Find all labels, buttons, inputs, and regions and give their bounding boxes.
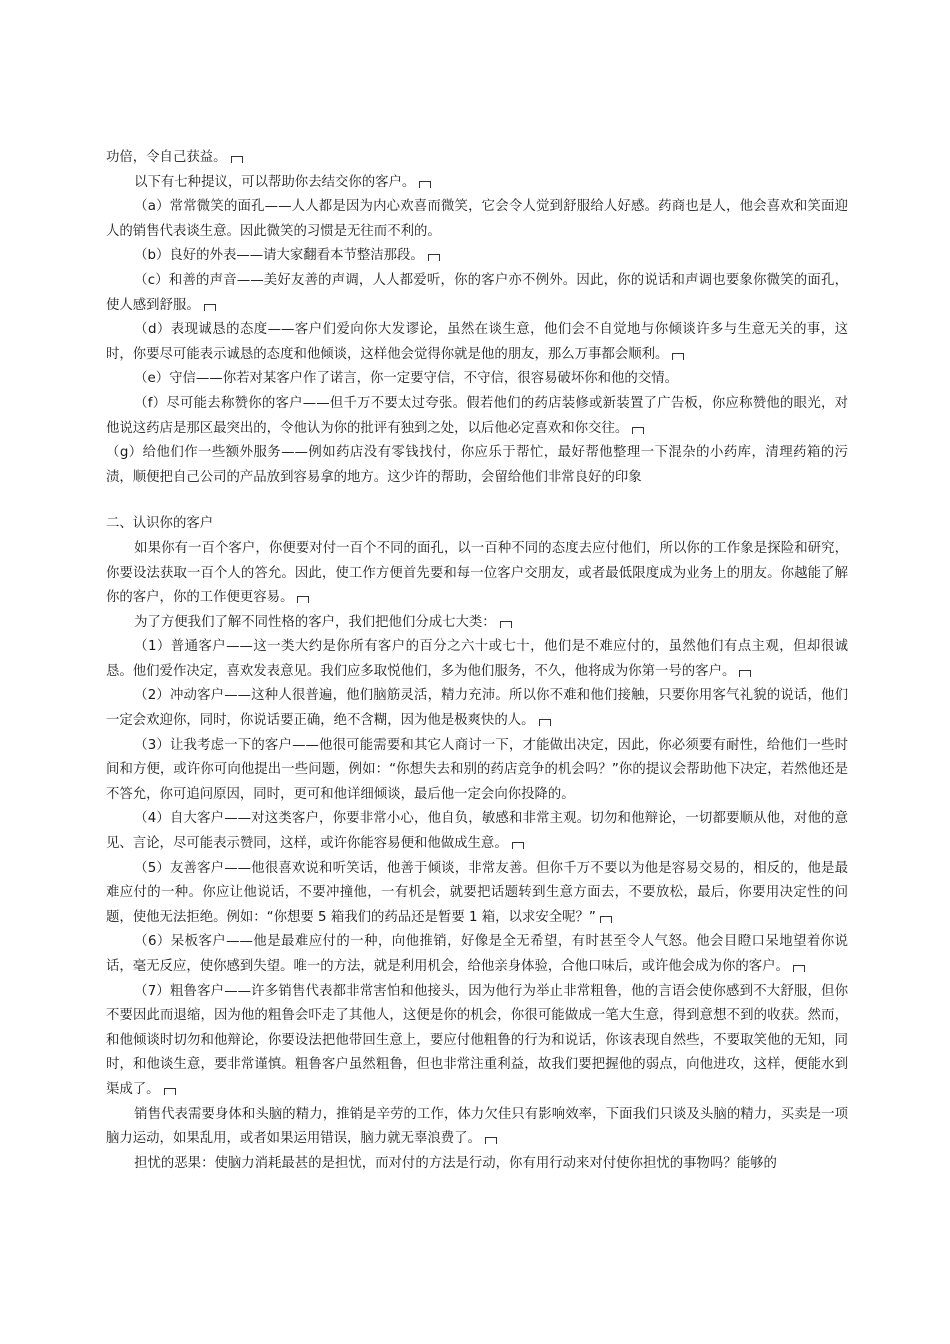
paragraph-text: （5）友善客户——他很喜欢说和听笑话，他善于倾谈，非常友善。但你千万不要以为他是容易交易的，相反的，他是最难应付的一种。你应让他说话，不要冲撞他，一有机会，就要把话题转到生意方面去，不要放松，最后，你要用决定性的问题，使他无法拒绝。例如：“你想要 5 箱我们的药品还是暂要 1 箱，以求安全呢？” [106, 860, 848, 925]
paragraph [106, 980, 848, 1103]
paragraph [106, 195, 848, 244]
paragraph [106, 807, 848, 856]
paragraph-mark-icon [500, 621, 512, 628]
paragraph [106, 146, 848, 171]
paragraph-text: （4）自大客户——对这类客户，你要非常小心，他自负，敏感和非常主观。切勿和他辩论，一切都要顺从他，对他的意见、言论，尽可能表示赞同，这样，或许你能容易便和他做成生意。 [106, 811, 848, 852]
paragraph [106, 1152, 848, 1177]
paragraph [106, 537, 848, 611]
paragraph-mark-icon [204, 304, 216, 311]
paragraph [106, 1103, 848, 1152]
paragraph-text: （7）粗鲁客户——许多销售代表都非常害怕和他接头，因为他行为举止非常粗鲁，他的言语会使你感到不大舒服，但你不要因此而退缩，因为他的粗鲁会吓走了其他人，这便是你的机会，你很可能做成一笔大生意，得到意想不到的收获。然而，和他倾谈时切勿和他辩论，你要设法把他带回生意上，要应付他粗鲁的行为和说话，你该表现自然些，不要取笑他的无知，同时，和他谈生意，要非常谨慎。粗鲁客户虽然粗鲁，但也非常注重利益，故我们要把握他的弱点，向他进攻，这样，便能水到渠成了。 [106, 983, 848, 1097]
paragraph-text: （d）表现诚恳的态度——客户们爱向你大发谬论，虽然在谈生意，他们会不自觉地与你倾谈许多与生意无关的事，这时，你要尽可能表示诚恳的态度和他倾谈，这样他会觉得你就是他的朋友，那么万事都会顺利。 [106, 322, 848, 362]
paragraph-text: （c）和善的声音——美好友善的声调，人人都爱听，你的客户亦不例外。因此，你的说话和声调也要象你微笑的面孔，使人感到舒服。 [106, 272, 848, 313]
paragraph [106, 441, 848, 490]
paragraph-mark-icon [739, 670, 751, 677]
paragraph-mark-icon [419, 181, 431, 188]
paragraph [106, 171, 848, 196]
paragraph-text: （b）良好的外表——请大家翻看本节整洁那段。 [134, 248, 424, 264]
paragraph-text: 以下有七种提议，可以帮助你去结交你的客户。 [134, 174, 416, 190]
paragraph-text: （2）冲动客户——这种人很普遍，他们脑筋灵活，精力充沛。所以你不难和他们接触，只要你用客气礼貌的说话，他们一定会欢迎你，同时，你说话要正确，绝不含糊，因为他是极爽快的人。 [106, 688, 848, 729]
customer-types-section [106, 537, 848, 1176]
paragraph-mark-icon [428, 254, 440, 261]
paragraph-text: 功倍，令自己获益。 [106, 150, 227, 165]
paragraph-mark-icon [632, 427, 644, 434]
paragraph [106, 611, 848, 636]
intro-section [106, 146, 848, 490]
paragraph-text: （g）给他们作一些额外服务——例如药店没有零钱找付，你应乐于帮忙，最好帮他整理一下混杂的小药库，清理药箱的污渍，顺便把自己公司的产品放到容易拿的地方。这少许的帮助，会留给他们非常良好的印象 [106, 445, 848, 485]
paragraph-text: 为了方便我们了解不同性格的客户，我们把他们分成七大类： [134, 614, 496, 630]
paragraph-mark-icon [600, 916, 612, 923]
paragraph-text: （3）让我考虑一下的客户——他很可能需要和其它人商讨一下，才能做出决定，因此，你必须要有耐性，给他们一些时间和方便，或许你可向他提出一些问题，例如：“你想失去和别的药店竞争的机会吗？”你的提议会帮助他下决定，若然他还是不答允，你可追问原因，同时，更可和他详细倾谈，最后他一定会向你投降的。 [106, 737, 848, 802]
paragraph [106, 930, 848, 979]
paragraph-mark-icon [231, 156, 243, 163]
paragraph-text: （f）尽可能去称赞你的客户——但千万不要太过夸张。假若他们的药店装修或新装置了广告板，你应称赞他的眼光，对他说这药店是那区最突出的，令他认为你的批评有独到之处，以后他必定喜欢和你交往。 [106, 395, 848, 436]
paragraph-text: 如果你有一百个客户，你便要对付一百个不同的面孔，以一百种不同的态度去应付他们，所以你的工作象是探险和研究，你要设法获取一百个人的答允。因此，使工作方便首先要和每一位客户交朋友，或者最低限度成为业务上的朋友。你越能了解你的客户，你的工作便更容易。 [106, 540, 848, 606]
section-heading: 二、认识你的客户 [106, 516, 214, 532]
paragraph [106, 244, 848, 269]
paragraph [106, 318, 848, 367]
paragraph-mark-icon [512, 842, 524, 849]
paragraph-mark-icon [793, 965, 805, 972]
paragraph [106, 269, 848, 318]
paragraph-text: （6）呆板客户——他是最难应付的一种，向他推销，好像是全无希望，有时甚至令人气怒。他会目瞪口呆地望着你说话，毫无反应，使你感到失望。唯一的方法，就是利用机会，给他亲身体验，合他口味后，或许他会成为你的客户。 [106, 934, 848, 974]
paragraph-text: （e）守信——你若对某客户作了诺言，你一定要守信，不守信，很容易破坏你和他的交情。 [134, 371, 678, 387]
document-body [106, 146, 848, 1176]
paragraph-mark-icon [297, 596, 309, 603]
paragraph-mark-icon [672, 353, 684, 360]
paragraph-text: 担忧的恶果：使脑力消耗最甚的是担忧，而对付的方法是行动，你有用行动来对付使你担忧的事物吗？能够的 [134, 1155, 777, 1171]
paragraph-mark-icon [164, 1088, 176, 1095]
paragraph-mark-icon [539, 719, 551, 726]
paragraph-mark-icon [485, 1137, 497, 1144]
paragraph [106, 392, 848, 441]
section-gap [106, 490, 848, 512]
paragraph-text: （1）普通客户——这一类大约是你所有客户的百分之六十或七十，他们是不难应付的，虽然他们有点主观，但却很诚恳。他们爱作决定，喜欢发表意见。我们应多取悦他们，多为他们服务，不久，他将成为你第一号的客户。 [106, 639, 848, 679]
paragraph-text: （a）常常微笑的面孔——人人都是因为内心欢喜而微笑，它会令人觉到舒服给人好感。药商也是人，他会喜欢和笑面迎人的销售代表谈生意。因此微笑的习惯是无往而不利的。 [106, 199, 848, 239]
paragraph [106, 734, 848, 808]
paragraph [106, 367, 848, 392]
paragraph-text: 销售代表需要身体和头脑的精力，推销是辛劳的工作，体力欠佳只有影响效率，下面我们只谈及头脑的精力，买卖是一项脑力运动，如果乱用，或者如果运用错误，脑力就无辜浪费了。 [106, 1106, 848, 1147]
paragraph [106, 857, 848, 931]
paragraph [106, 635, 848, 684]
paragraph [106, 684, 848, 733]
